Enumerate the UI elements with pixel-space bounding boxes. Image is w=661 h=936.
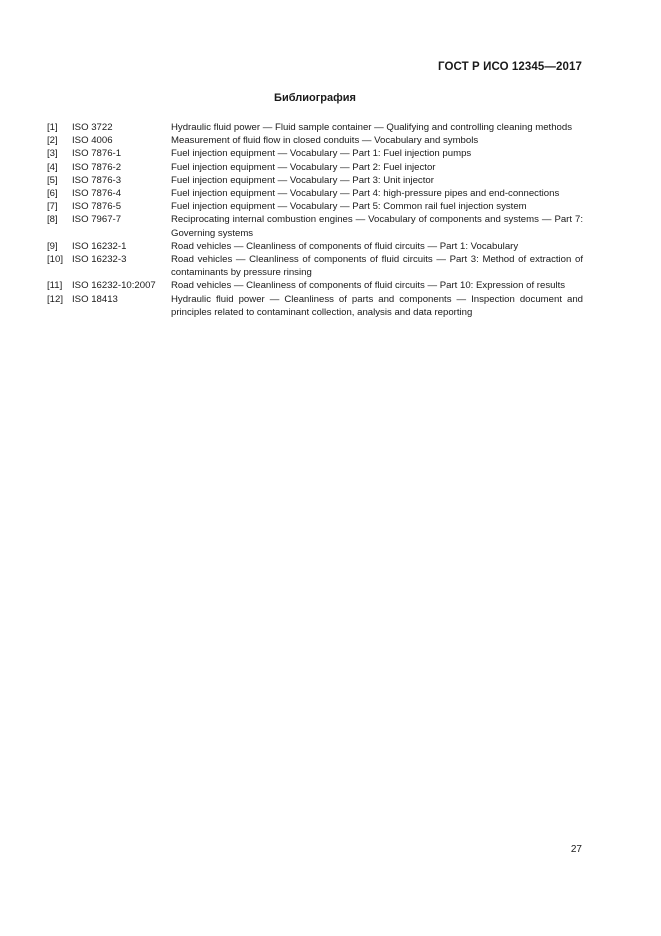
reference-title: Fuel injection equipment — Vocabulary — Part 3: Unit injector xyxy=(171,174,434,186)
reference-number: [5] xyxy=(47,174,58,186)
reference-number: [11] xyxy=(47,280,63,292)
standard-designation: ISO 7876-2 xyxy=(72,161,122,173)
standard-designation: ISO 4006 xyxy=(72,135,113,147)
bibliography-entry xyxy=(47,174,583,187)
bibliography-entry xyxy=(47,121,583,134)
reference-number: [8] xyxy=(47,214,58,226)
standard-designation: ISO 16232-3 xyxy=(72,254,127,266)
reference-title: Fuel injection equipment — Vocabulary — Part 1: Fuel injection pumps xyxy=(171,148,472,160)
document-code: ГОСТ Р ИСО 12345—2017 xyxy=(437,61,582,73)
bibliography-list xyxy=(47,121,583,319)
reference-title: Road vehicles — Cleanliness of components of fluid circuits — Part 10: Expression of results xyxy=(171,280,566,292)
reference-title: Reciprocating internal combustion engines — Vocabulary of components and systems — Part 7: Governing systems xyxy=(171,214,583,239)
bibliography-entry xyxy=(47,279,583,292)
standard-designation: ISO 7876-4 xyxy=(72,188,122,200)
reference-title: Road vehicles — Cleanliness of components of fluid circuits — Part 1: Vocabulary xyxy=(171,240,519,252)
standard-designation: ISO 3722 xyxy=(72,122,113,133)
section-title: Библиография xyxy=(274,92,356,104)
reference-title: Hydraulic fluid power — Cleanliness of parts and components — Inspection document and principles related to contaminant collection, analysis and data reporting xyxy=(171,293,583,318)
reference-number: [12] xyxy=(47,293,64,305)
reference-title: Fuel injection equipment — Vocabulary — Part 4: high-pressure pipes and end-connections xyxy=(171,188,560,200)
reference-number: [4] xyxy=(47,161,58,173)
bibliography-entry xyxy=(47,293,583,319)
bibliography-entry xyxy=(47,161,583,174)
reference-title: Measurement of fluid flow in closed conduits — Vocabulary and symbols xyxy=(171,135,479,147)
bibliography-entry xyxy=(47,187,583,200)
reference-title: Fuel injection equipment — Vocabulary — Part 2: Fuel injector xyxy=(171,161,436,173)
reference-number: [3] xyxy=(47,148,58,160)
standard-designation: ISO 18413 xyxy=(72,293,118,305)
bibliography-entry xyxy=(47,253,583,279)
reference-number: [7] xyxy=(47,201,58,213)
standard-designation: ISO 7876-5 xyxy=(72,201,122,213)
bibliography-entry xyxy=(47,200,583,213)
standard-designation: ISO 7967-7 xyxy=(72,214,122,226)
reference-number: [1] xyxy=(47,122,58,133)
reference-number: [2] xyxy=(47,135,58,147)
bibliography-entry xyxy=(47,240,583,253)
bibliography-entry xyxy=(47,213,583,239)
reference-number: [6] xyxy=(47,188,58,200)
bibliography-entry xyxy=(47,147,583,160)
reference-title: Fuel injection equipment — Vocabulary — Part 5: Common rail fuel injection system xyxy=(171,201,527,213)
reference-title: Road vehicles — Cleanliness of components of fluid circuits — Part 3: Method of extraction of contaminants by pressure rinsing xyxy=(171,254,583,279)
standard-designation: ISO 16232-1 xyxy=(72,240,127,252)
standard-designation: ISO 7876-1 xyxy=(72,148,122,160)
standard-designation: ISO 16232-10:2007 xyxy=(72,280,156,292)
page-number: 27 xyxy=(570,844,582,855)
reference-number: [10] xyxy=(47,254,64,266)
bibliography-entry xyxy=(47,134,583,147)
standard-designation: ISO 7876-3 xyxy=(72,174,122,186)
reference-number: [9] xyxy=(47,240,58,252)
reference-title: Hydraulic fluid power — Fluid sample container — Qualifying and controlling cleaning methods xyxy=(171,122,573,133)
